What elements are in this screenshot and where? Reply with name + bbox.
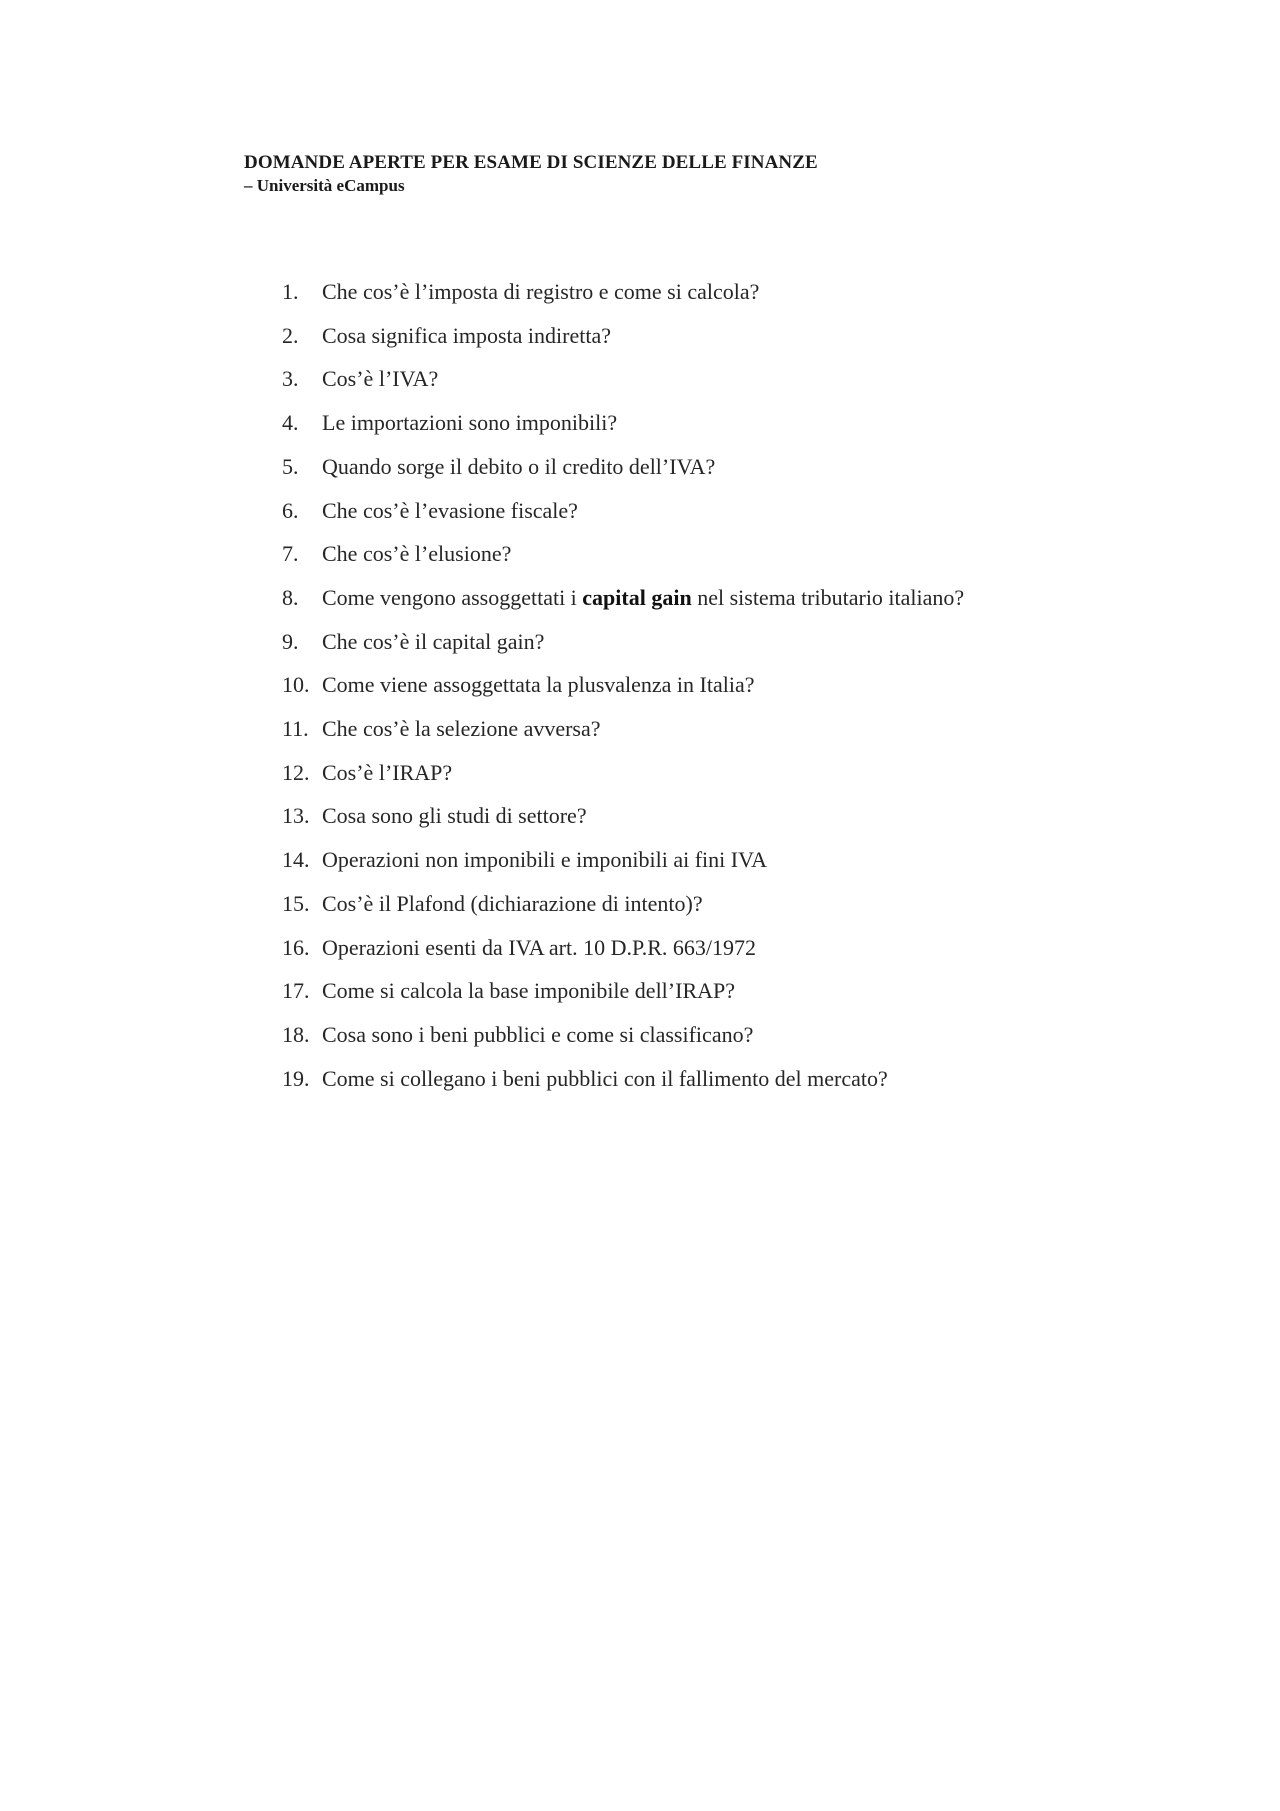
question-item-8 bbox=[282, 576, 1042, 620]
question-number: 3. bbox=[282, 366, 299, 392]
question-number: 8. bbox=[282, 584, 299, 610]
question-item-4 bbox=[282, 401, 1042, 445]
question-text bbox=[322, 576, 1042, 620]
question-item-12 bbox=[282, 751, 1042, 795]
question-number: 12. bbox=[282, 759, 310, 785]
question-item-10 bbox=[282, 663, 1042, 707]
question-number: 19. bbox=[282, 1065, 310, 1091]
question-item-7 bbox=[282, 532, 1042, 576]
question-text: Che cos’è la selezione avversa? bbox=[322, 716, 601, 742]
question-text: Che cos’è il capital gain? bbox=[322, 628, 545, 654]
document-subtitle: – Università eCampus bbox=[244, 176, 405, 195]
question-number: 14. bbox=[282, 847, 310, 873]
question-text: Cosa sono gli studi di settore? bbox=[322, 803, 587, 829]
question-list bbox=[282, 270, 1042, 1100]
question-text: Che cos’è l’evasione fiscale? bbox=[322, 497, 578, 523]
question-number: 1. bbox=[282, 279, 299, 304]
question-text: Come si collegano i beni pubblici con il fallimento del mercato? bbox=[322, 1065, 888, 1091]
question-text: Operazioni esenti da IVA art. 10 D.P.R. 663/1972 bbox=[322, 934, 757, 960]
question-text-after: nel sistema tributario italiano? bbox=[697, 584, 965, 610]
question-item-2 bbox=[282, 314, 1042, 358]
question-number: 5. bbox=[282, 453, 299, 479]
question-text: Le importazioni sono imponibili? bbox=[322, 410, 618, 436]
question-number: 2. bbox=[282, 322, 299, 348]
question-number: 6. bbox=[282, 497, 299, 523]
question-text: Cosa sono i beni pubblici e come si classificano? bbox=[322, 1021, 754, 1047]
question-text: Cos’è il Plafond (dichiarazione di intento)? bbox=[322, 890, 703, 916]
question-text: Cosa significa imposta indiretta? bbox=[322, 322, 611, 348]
question-item-17 bbox=[282, 969, 1042, 1013]
question-item-19 bbox=[282, 1057, 1042, 1101]
question-number: 10. bbox=[282, 672, 310, 698]
question-item-14 bbox=[282, 838, 1042, 882]
question-text: Come si calcola la base imponibile dell’IRAP? bbox=[322, 978, 736, 1004]
question-text-before: Come vengono assoggettati i bbox=[322, 584, 577, 610]
question-item-16 bbox=[282, 926, 1042, 970]
question-item-15 bbox=[282, 882, 1042, 926]
question-text: Operazioni non imponibili e imponibili ai fini IVA bbox=[322, 847, 768, 873]
question-text-bold: capital gain bbox=[582, 584, 692, 610]
question-text: Che cos’è l’elusione? bbox=[322, 541, 512, 567]
question-number: 16. bbox=[282, 934, 310, 960]
question-item-18 bbox=[282, 1013, 1042, 1057]
question-item-11 bbox=[282, 707, 1042, 751]
question-text: Quando sorge il debito o il credito dell’IVA? bbox=[322, 453, 716, 479]
question-text: Cos’è l’IVA? bbox=[322, 366, 439, 392]
document-title: DOMANDE APERTE PER ESAME DI SCIENZE DELLE FINANZE bbox=[244, 152, 818, 173]
question-number: 7. bbox=[282, 541, 299, 567]
question-number: 15. bbox=[282, 890, 310, 916]
document-header bbox=[244, 151, 1144, 197]
question-number: 9. bbox=[282, 628, 299, 654]
question-number: 17. bbox=[282, 978, 310, 1004]
question-number: 18. bbox=[282, 1021, 310, 1047]
question-text: Come viene assoggettata la plusvalenza in Italia? bbox=[322, 672, 755, 698]
question-number: 4. bbox=[282, 410, 299, 436]
question-item-13 bbox=[282, 794, 1042, 838]
question-item-5 bbox=[282, 445, 1042, 489]
question-number: 11. bbox=[282, 716, 309, 742]
question-text: Cos’è l’IRAP? bbox=[322, 759, 453, 785]
question-item-3 bbox=[282, 357, 1042, 401]
question-item-9 bbox=[282, 620, 1042, 664]
question-item-6 bbox=[282, 489, 1042, 533]
question-text: Che cos’è l’imposta di registro e come si calcola? bbox=[322, 279, 760, 304]
question-number: 13. bbox=[282, 803, 310, 829]
question-item-1 bbox=[282, 270, 1042, 314]
